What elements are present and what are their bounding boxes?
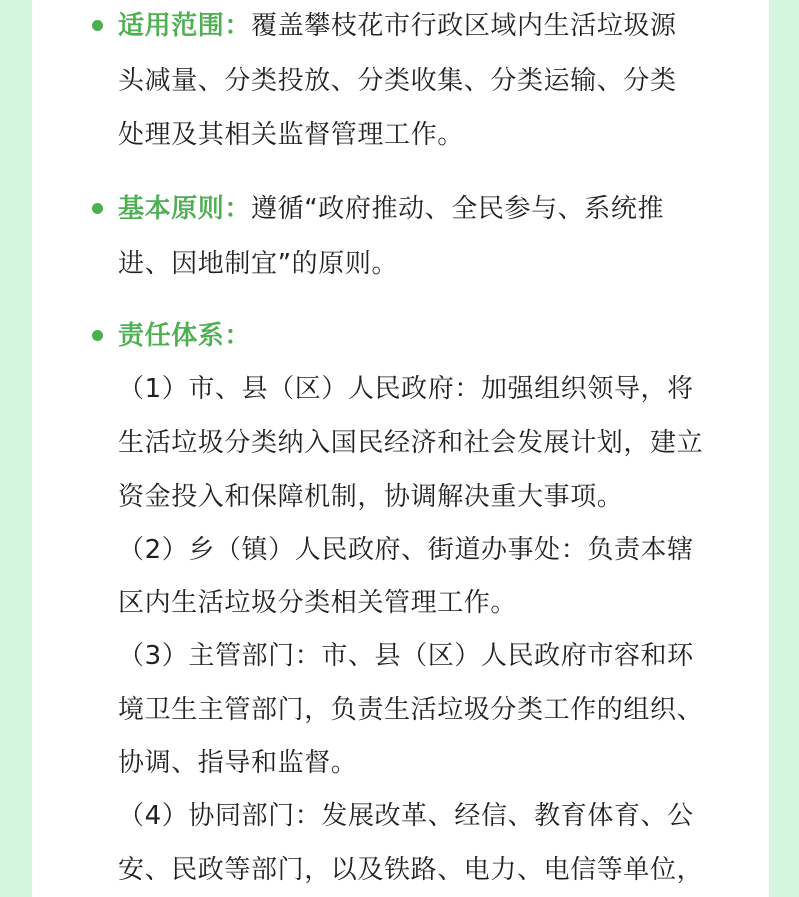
responsibility-bullet-icon (92, 330, 103, 341)
item-3-line-2: 境卫生主管部门，负责生活垃圾分类工作的组织、 (118, 695, 704, 725)
item-1-line-1: （1）市、县（区）人民政府：加强组织领导，将 (118, 374, 694, 404)
item-2-line-1: （2）乡（镇）人民政府、街道办事处：负责本辖 (118, 535, 694, 565)
principle-line-1 (118, 192, 664, 226)
item-3-line-3: 协调、指导和监督。 (118, 748, 358, 778)
item-4-line-2: 安、民政等部门，以及铁路、电力、电信等单位， (118, 855, 704, 885)
item-1-line-2: 生活垃圾分类纳入国民经济和社会发展计划，建立 (118, 428, 704, 458)
item-3-line-1: （3）主管部门：市、县（区）人民政府市容和环 (118, 641, 694, 671)
scope-line-3: 处理及其相关监督管理工作。 (118, 120, 464, 150)
principle-bullet-icon (92, 203, 103, 214)
scope-line-1 (118, 9, 677, 43)
responsibility-label: 责任体系： (118, 321, 252, 351)
item-2-line-2: 区内生活垃圾分类相关管理工作。 (118, 588, 518, 618)
principle-text-1: 遵循“政府推动、全民参与、系统推 (251, 194, 665, 224)
scope-label: 适用范围： (118, 11, 252, 41)
principle-line-2: 进、因地制宜”的原则。 (118, 249, 399, 279)
content-card (32, 0, 769, 897)
scope-bullet-icon (92, 20, 103, 31)
principle-label: 基本原则： (118, 194, 252, 224)
scope-text-1: 覆盖攀枝花市行政区域内生活垃圾源 (251, 11, 677, 41)
item-1-line-3: 资金投入和保障机制，协调解决重大事项。 (118, 482, 624, 512)
responsibility-heading (118, 319, 251, 353)
item-4-line-1: （4）协同部门：发展改革、经信、教育体育、公 (118, 801, 694, 831)
scope-line-2: 头减量、分类投放、分类收集、分类运输、分类 (118, 66, 677, 96)
